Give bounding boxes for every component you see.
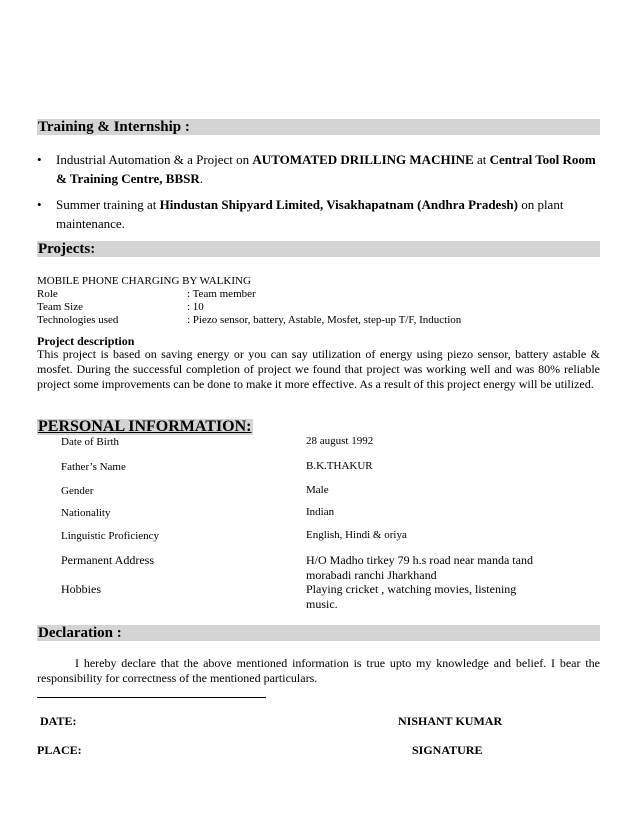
applicant-name: NISHANT KUMAR: [398, 714, 503, 728]
pi-label-hobbies: Hobbies: [61, 582, 101, 596]
bullet-icon: •: [37, 197, 42, 212]
pi-value-address: H/O Madho tirkey 79 h.s road near manda tand morabadi ranchi Jharkhand: [306, 553, 533, 582]
pi-label-nationality: Nationality: [61, 507, 111, 519]
training-item-1-part-2: AUTOMATED DRILLING MACHINE: [252, 152, 474, 167]
training-item-1-part-3: at: [473, 152, 490, 167]
project-role-row: [37, 288, 597, 301]
pi-value-dob: 28 august 1992: [306, 435, 374, 447]
projects-heading: Projects:: [37, 241, 600, 257]
signature-label: SIGNATURE: [412, 743, 483, 757]
place-label: PLACE:: [37, 743, 82, 757]
pi-value-nationality: Indian: [306, 506, 335, 518]
declaration-heading: Declaration :: [37, 625, 600, 641]
project-team-size-value: : 10: [187, 301, 204, 313]
project-team-size-label: Team Size: [37, 301, 83, 313]
project-role-label: Role: [37, 288, 58, 300]
pi-value-gender: Male: [306, 484, 329, 496]
pi-label-dob: Date of Birth: [61, 436, 120, 448]
pi-label-languages: Linguistic Proficiency: [61, 530, 160, 542]
training-item-2-part-1: Summer training at: [56, 197, 160, 212]
project-technologies-row: [37, 314, 597, 327]
pi-label-address: Permanent Address: [61, 553, 154, 567]
training-item-2-text: [56, 195, 602, 233]
training-item-1: [37, 150, 602, 190]
pi-value-hobbies: Playing cricket , watching movies, listening music.: [306, 582, 517, 611]
training-item-1-part-5: .: [199, 171, 203, 186]
project-title: MOBILE PHONE CHARGING BY WALKING: [37, 275, 251, 287]
date-label: DATE:: [40, 714, 77, 728]
divider-line: [37, 697, 266, 698]
training-item-1-part-1: Industrial Automation & a Project on: [56, 152, 253, 167]
training-item-1-text: [56, 150, 602, 188]
project-team-size-row: [37, 301, 597, 314]
project-technologies-value: : Piezo sensor, battery, Astable, Mosfet, step-up T/F, Induction: [187, 314, 462, 326]
pi-value-father: B.K.THAKUR: [306, 460, 373, 472]
bullet-icon: •: [37, 152, 42, 167]
declaration-text: I hereby declare that the above mentioned information is true upto my knowledge and belief. I bear the responsibility for correctness of the mentioned particulars.: [37, 656, 600, 685]
training-item-2: [37, 195, 602, 235]
training-item-1-part-4: Central Tool Room & Training Centre, BBSR: [56, 152, 596, 186]
personal-info-heading: PERSONAL INFORMATION:: [38, 418, 252, 435]
training-heading: Training & Internship :: [37, 119, 600, 135]
project-role-value: : Team member: [187, 288, 256, 300]
pi-value-languages: English, Hindi & oriya: [306, 529, 407, 541]
pi-label-father: Father’s Name: [61, 461, 126, 473]
project-description: This project is based on saving energy or you can say utilization of energy using piezo sensor, battery astable & mosfet. During the successful completion of project we found that project was working well and was 80% reliable project some improvements can be done to make it more effective. As a result of this project energy will be utilized.: [37, 347, 600, 391]
training-item-2-part-3: on plant maintenance.: [56, 197, 564, 231]
project-technologies-label: Technologies used: [37, 314, 119, 326]
pi-label-gender: Gender: [61, 485, 94, 497]
training-item-2-part-2: Hindustan Shipyard Limited, Visakhapatnam (Andhra Pradesh): [159, 197, 518, 212]
project-description-heading: Project description: [37, 334, 135, 348]
